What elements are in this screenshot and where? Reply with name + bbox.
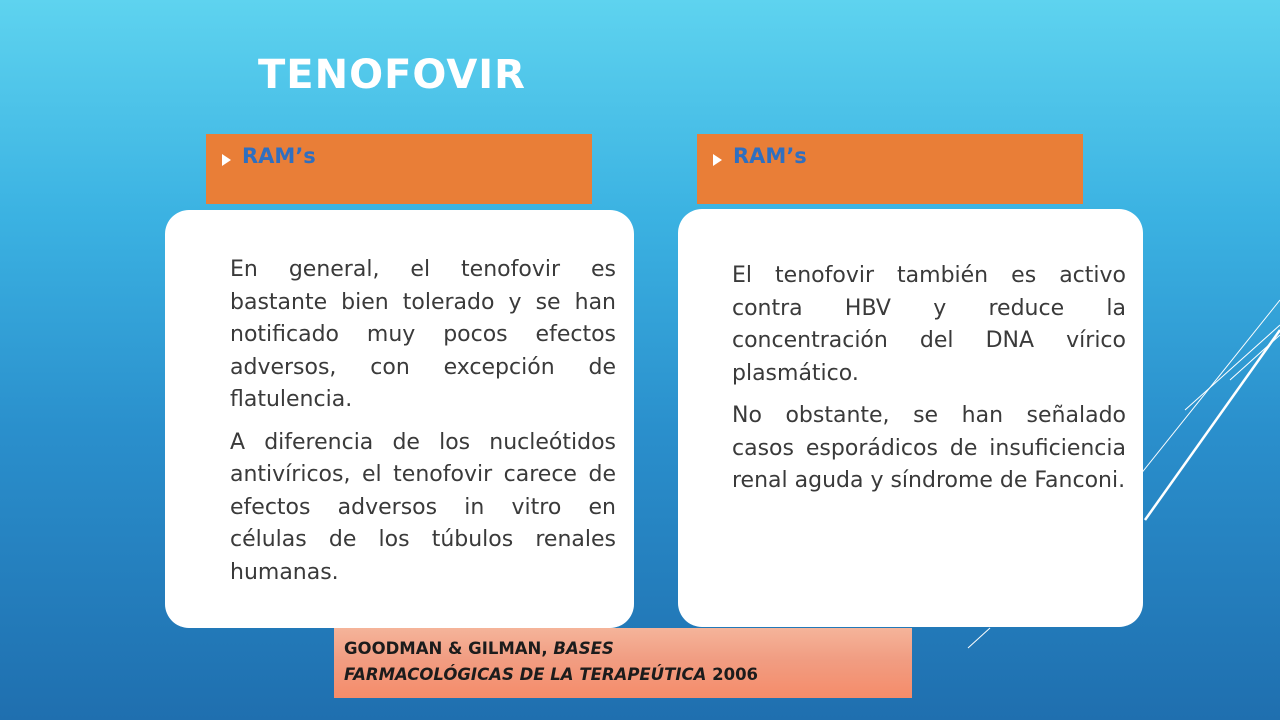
reference-year: 2006	[706, 665, 759, 684]
slide-title: TENOFOVIR	[258, 52, 526, 98]
content-card-left	[165, 210, 634, 628]
reference-citation	[334, 628, 912, 698]
paragraph: El tenofovir también es activo contra HBV y reduce la concentración del DNA vírico plasmático.	[732, 263, 1126, 386]
column-header-right	[697, 134, 1083, 204]
reference-title-line1: BASES	[553, 639, 614, 658]
reference-title-line2: FARMACOLÓGICAS DE LA TERAPEÚTICA	[344, 665, 707, 684]
paragraph: No obstante, se han señalado casos esporádicos de insuficiencia renal aguda y síndrome de Fanconi.	[732, 403, 1126, 493]
column-header-label: RAM’s	[733, 144, 807, 168]
triangle-bullet-icon	[222, 154, 231, 166]
reference-authors: GOODMAN & GILMAN,	[344, 639, 554, 658]
triangle-bullet-icon	[713, 154, 722, 166]
paragraph: En general, el tenofovir es bastante bien tolerado y se han notificado muy pocos efectos adversos, con excepción de flatulencia.	[230, 257, 616, 412]
column-header-label: RAM’s	[242, 144, 316, 168]
column-header-left	[206, 134, 592, 204]
paragraph: A diferencia de los nucleótidos antivíricos, el tenofovir carece de efectos adversos in vitro en células de los túbulos renales humanas.	[230, 429, 616, 585]
content-card-right	[678, 209, 1143, 627]
